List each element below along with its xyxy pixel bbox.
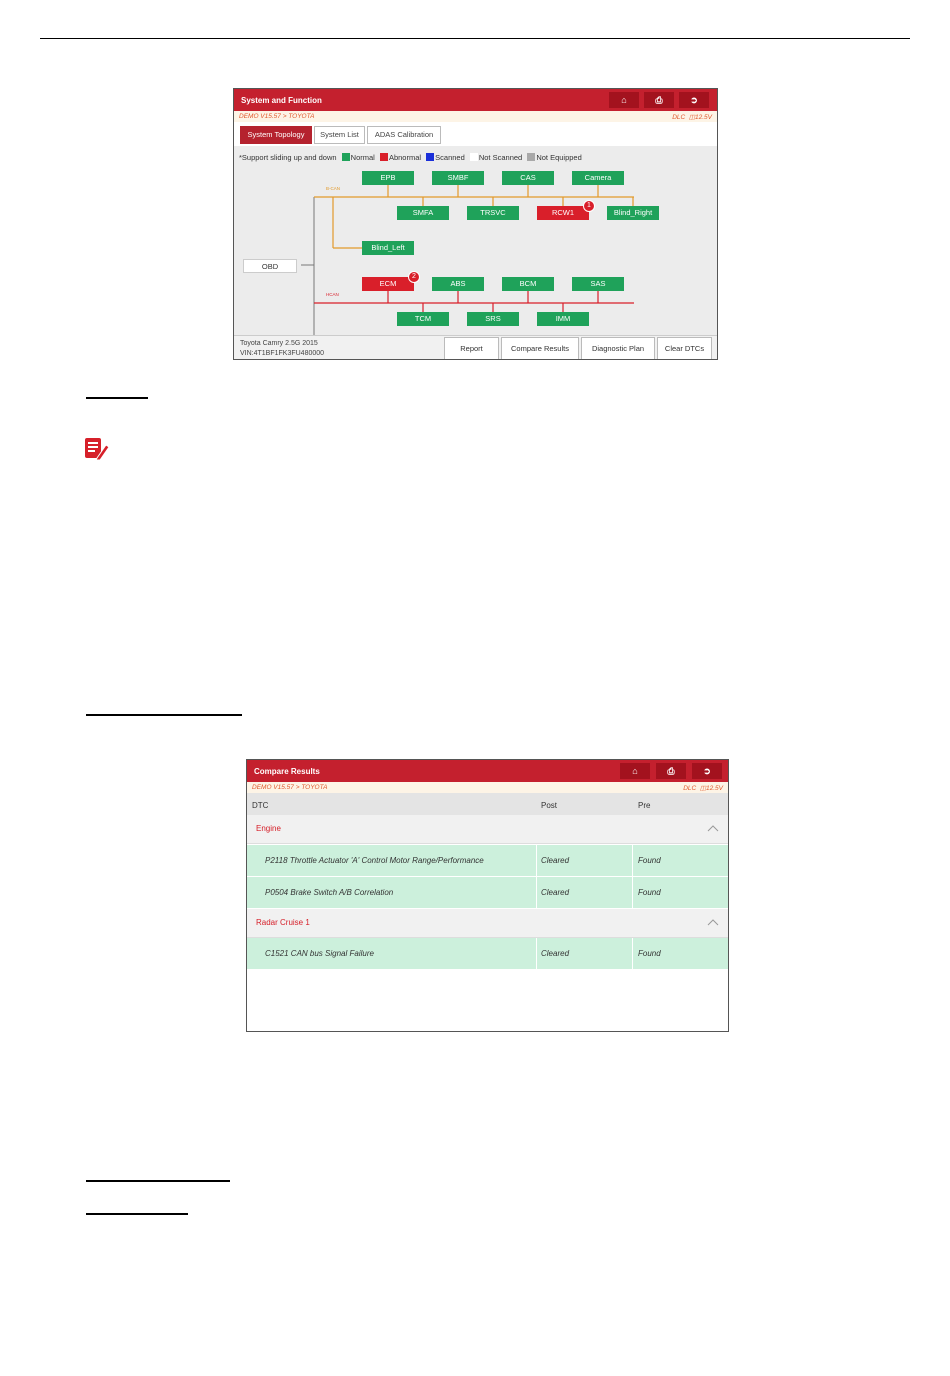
status-legend bbox=[239, 153, 582, 162]
section-heading-underline-3 bbox=[86, 1180, 230, 1182]
pre-cell: Found bbox=[638, 949, 661, 958]
screen-title: Compare Results bbox=[254, 767, 320, 776]
node-epb[interactable]: EPB bbox=[362, 171, 414, 185]
legend-not-scanned: Not Scanned bbox=[478, 153, 523, 162]
legend-swatch-normal bbox=[342, 153, 350, 161]
table-row[interactable] bbox=[247, 845, 728, 877]
column-divider bbox=[632, 845, 633, 876]
print-icon[interactable]: ⎙ bbox=[656, 763, 686, 779]
home-icon[interactable]: ⌂ bbox=[609, 92, 639, 108]
table-row[interactable] bbox=[247, 877, 728, 909]
battery-icon: ◫ bbox=[699, 785, 706, 792]
column-dtc: DTC bbox=[252, 801, 269, 810]
fault-count-badge-1: 1 bbox=[583, 200, 595, 212]
node-camera[interactable]: Camera bbox=[572, 171, 624, 185]
section-heading-underline-1 bbox=[86, 397, 148, 399]
bottom-bar bbox=[234, 335, 717, 360]
node-rcw1[interactable]: RCW1 bbox=[537, 206, 589, 220]
node-smbf[interactable]: SMBF bbox=[432, 171, 484, 185]
note-edit-icon bbox=[84, 437, 110, 461]
tab-adas-calibration[interactable]: ADAS Calibration bbox=[367, 126, 441, 144]
title-bar bbox=[247, 760, 728, 782]
exit-icon[interactable]: ➲ bbox=[692, 763, 722, 779]
print-icon[interactable]: ⎙ bbox=[644, 92, 674, 108]
exit-icon[interactable]: ➲ bbox=[679, 92, 709, 108]
column-divider bbox=[632, 938, 633, 969]
breadcrumb-text: DEMO V15.57 > TOYOTA bbox=[252, 784, 328, 791]
pre-cell: Found bbox=[638, 888, 661, 897]
dtc-cell: P0504 Brake Switch A/B Correlation bbox=[265, 888, 394, 897]
compare-results-button[interactable]: Compare Results bbox=[501, 337, 579, 360]
column-divider bbox=[536, 877, 537, 908]
system-function-screenshot bbox=[233, 88, 718, 360]
post-cell: Cleared bbox=[541, 949, 570, 958]
legend-swatch-scanned bbox=[426, 153, 434, 161]
title-bar bbox=[234, 89, 717, 111]
topology-connectors bbox=[234, 165, 718, 335]
home-icon[interactable]: ⌂ bbox=[620, 763, 650, 779]
screen-title: System and Function bbox=[241, 96, 322, 105]
node-ecm[interactable]: ECM bbox=[362, 277, 414, 291]
legend-not-equipped: Not Equipped bbox=[536, 153, 582, 162]
node-abs[interactable]: ABS bbox=[432, 277, 484, 291]
vehicle-vin: VIN:4T1BF1FK3FU480000 bbox=[240, 350, 325, 357]
system-topology-diagram bbox=[234, 165, 718, 335]
breadcrumb bbox=[234, 111, 717, 122]
node-imm[interactable]: IMM bbox=[537, 312, 589, 326]
legend-swatch-abnormal bbox=[380, 153, 388, 161]
node-cas[interactable]: CAS bbox=[502, 171, 554, 185]
post-cell: Cleared bbox=[541, 888, 570, 897]
column-pre: Pre bbox=[638, 801, 651, 810]
node-bcm[interactable]: BCM bbox=[502, 277, 554, 291]
connection-status bbox=[683, 784, 723, 792]
node-srs[interactable]: SRS bbox=[467, 312, 519, 326]
legend-swatch-not-scanned bbox=[470, 153, 478, 161]
breadcrumb-text: DEMO V15.57 > TOYOTA bbox=[239, 113, 315, 120]
dlc-label: DLC bbox=[683, 785, 697, 792]
node-tcm[interactable]: TCM bbox=[397, 312, 449, 326]
node-blind-left[interactable]: Blind_Left bbox=[362, 241, 414, 255]
node-blind-right[interactable]: Blind_Right bbox=[607, 206, 659, 220]
voltage-value: 12.5V bbox=[706, 785, 723, 792]
dtc-cell: C1521 CAN bus Signal Failure bbox=[265, 949, 374, 958]
legend-swatch-not-equipped bbox=[527, 153, 535, 161]
post-cell: Cleared bbox=[541, 856, 570, 865]
compare-results-screenshot bbox=[246, 759, 729, 1032]
node-sas[interactable]: SAS bbox=[572, 277, 624, 291]
legend-abnormal: Abnormal bbox=[388, 153, 422, 162]
voltage-value: 12.5V bbox=[695, 114, 712, 121]
legend-normal: Normal bbox=[350, 153, 375, 162]
vehicle-info bbox=[240, 339, 324, 359]
column-divider bbox=[632, 877, 633, 908]
node-trsvc[interactable]: TRSVC bbox=[467, 206, 519, 220]
chevron-up-icon[interactable] bbox=[707, 918, 719, 926]
tab-system-list[interactable]: System List bbox=[314, 126, 365, 144]
section-heading-underline-2 bbox=[86, 714, 242, 716]
table-header bbox=[247, 793, 728, 815]
group-engine[interactable] bbox=[247, 815, 728, 844]
section-heading-underline-4 bbox=[86, 1213, 188, 1215]
table-row[interactable] bbox=[247, 938, 728, 970]
column-divider bbox=[536, 938, 537, 969]
connection-status bbox=[672, 113, 712, 121]
battery-icon: ◫ bbox=[688, 114, 695, 121]
legend-prefix: *Support sliding up and down bbox=[239, 153, 337, 162]
dlc-label: DLC bbox=[672, 114, 686, 121]
column-post: Post bbox=[541, 801, 558, 810]
vehicle-model: Toyota Camry 2.5G 2015 bbox=[240, 340, 318, 347]
diagnostic-plan-button[interactable]: Diagnostic Plan bbox=[581, 337, 655, 360]
legend-scanned: Scanned bbox=[435, 153, 465, 162]
breadcrumb bbox=[247, 782, 728, 793]
page-header-rule bbox=[40, 38, 910, 39]
node-smfa[interactable]: SMFA bbox=[397, 206, 449, 220]
tab-system-topology[interactable]: System Topology bbox=[240, 126, 312, 144]
fault-count-badge-2: 2 bbox=[408, 271, 420, 283]
group-name: Radar Cruise 1 bbox=[256, 918, 310, 927]
report-button[interactable]: Report bbox=[444, 337, 499, 360]
dtc-cell: P2118 Throttle Actuator 'A' Control Motor Range/Performance bbox=[265, 856, 484, 865]
tab-bar bbox=[234, 122, 717, 146]
bus2-label: HCAN bbox=[326, 292, 339, 297]
group-radar-cruise-1[interactable] bbox=[247, 909, 728, 938]
group-name: Engine bbox=[256, 824, 281, 833]
bus1-label: B-CAN bbox=[326, 186, 341, 191]
clear-dtcs-button[interactable]: Clear DTCs bbox=[657, 337, 712, 360]
chevron-up-icon[interactable] bbox=[707, 824, 719, 832]
node-obd[interactable]: OBD bbox=[243, 259, 297, 273]
pre-cell: Found bbox=[638, 856, 661, 865]
column-divider bbox=[536, 845, 537, 876]
